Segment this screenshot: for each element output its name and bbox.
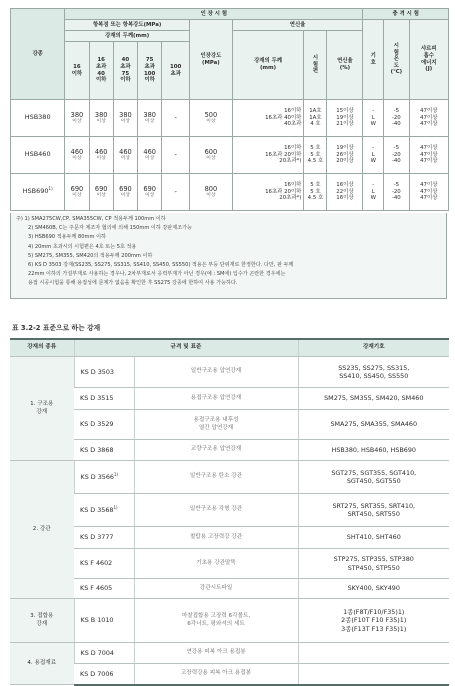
standard-name: 교량구조용 압연강재 bbox=[134, 440, 298, 461]
yield-cell: 380 이상 bbox=[113, 100, 137, 137]
footnote: 5) SM275, SM355, SM420의 적용두께 200mm 이하 bbox=[28, 252, 153, 259]
yield-strength-header: 항복점 또는 항복강도(MPa) bbox=[65, 20, 190, 31]
elong-thickness-cell: 16이하 16초과 20이하 20초과*) bbox=[232, 174, 304, 211]
standard-name: 일반구조용 압연강재 bbox=[134, 357, 298, 388]
steel-symbol: SS235, SS275, SS315, SS410, SS450, SS550 bbox=[298, 357, 449, 388]
yield-cell: - bbox=[162, 100, 190, 137]
thk-col-header: 40 초과 75 이하 bbox=[113, 42, 137, 100]
grade-cell: HSB460 bbox=[11, 137, 65, 174]
impact-test-header: 충 격 시 험 bbox=[363, 9, 449, 20]
category-cell: 2. 강관 bbox=[10, 461, 74, 599]
table-row bbox=[10, 664, 449, 685]
table-row bbox=[10, 410, 449, 440]
elong-pct-cell: 16이상 22이상 16이상 bbox=[327, 174, 363, 211]
elong-pct-cell: 15이상 19이상 21이상 bbox=[327, 100, 363, 137]
yield-cell: 460 이상 bbox=[65, 137, 89, 174]
test-temp-header: 시 험 온 도 (℃) bbox=[384, 20, 409, 100]
steel-symbol: SHT410, SHT460 bbox=[298, 527, 449, 549]
yield-cell: - bbox=[162, 174, 190, 211]
thk-col-header: 16 이하 bbox=[65, 42, 89, 100]
standard-name: 마찰접합용 고장력 6각볼트, 6각너트, 평와셔의 세트 bbox=[134, 599, 298, 643]
table-row bbox=[10, 643, 449, 664]
table-row bbox=[10, 579, 449, 599]
footnote: 주) 1) SMA275CW,CP, SMA355CW, CP 적용두께 100mm 이하 bbox=[16, 216, 166, 222]
category-cell: 4. 용접재료 bbox=[10, 643, 74, 685]
elong-thickness-cell: 16이하 16초과 20이하 20초과*) bbox=[232, 137, 304, 174]
symbol-cell: - L W bbox=[363, 174, 384, 211]
standard-code: KS D 3566$^{1)}$ bbox=[74, 461, 134, 494]
charpy-header: 샤르피 흡수 에너지 (J) bbox=[409, 20, 448, 100]
table-row bbox=[10, 494, 449, 527]
steel-type-header: 강재의 종류 bbox=[10, 339, 74, 357]
steel-symbol: SRT275, SRT355, SRT410, SRT450, SRT550 bbox=[298, 494, 449, 527]
standard-code: KS D 3503 bbox=[74, 357, 134, 388]
table-row bbox=[11, 100, 449, 137]
standard-name: 고장력강용 피복 아크 용접봉 bbox=[134, 664, 298, 685]
standard-code: KS D 7006 bbox=[74, 664, 134, 685]
symbol-cell: - L W bbox=[363, 137, 384, 174]
category-cell: 3. 접합용 강재 bbox=[10, 599, 74, 643]
table-row bbox=[10, 599, 449, 643]
standard-name: 연강용 피복 아크 용접봉 bbox=[134, 643, 298, 664]
energy-cell: 47이상 47이상 47이상 bbox=[409, 137, 448, 174]
specimen-cell: 1A호 1A호 4 호 bbox=[304, 100, 327, 137]
table-row bbox=[11, 174, 449, 211]
elong-pct-cell: 19이상 26이상 20이상 bbox=[327, 137, 363, 174]
steel-symbol bbox=[298, 664, 449, 685]
standard-name: 용접구조용 내후성 열간 압연강재 bbox=[134, 410, 298, 440]
standard-code: KS D 3868 bbox=[74, 440, 134, 461]
standard-name: 용접구조용 압연강재 bbox=[134, 388, 298, 410]
grade-cell: HSB380 bbox=[11, 100, 65, 137]
footnote: 22mm 이하의 가설부재로 사용하는 경우나, 2차부재로서 응력부재가 아닌 경우(예 : SM에) 입수가 곤란한 경우에는 bbox=[28, 271, 286, 278]
steel-symbol: 1종(F8T/F10/F35)1) 2종(F10T F10 F35)1) 3종(F13T F13 F35)1) bbox=[298, 599, 449, 643]
tensile-test-header: 인 장 시 험 bbox=[65, 9, 363, 20]
table-row bbox=[10, 527, 449, 549]
energy-cell: 47이상 47이상 47이상 bbox=[409, 100, 448, 137]
steel-symbol: SKY400, SKY490 bbox=[298, 579, 449, 599]
tensile-cell: 800 이상 bbox=[190, 174, 233, 211]
table-row bbox=[10, 357, 449, 388]
standard-code: KS B 1010 bbox=[74, 599, 134, 643]
yield-cell: 380 이상 bbox=[89, 100, 113, 137]
steel-symbol-header: 강재기호 bbox=[298, 339, 449, 357]
standard-code: KS D 7004 bbox=[74, 643, 134, 664]
thickness-header: 강재의 두께(mm) bbox=[65, 31, 190, 42]
yield-cell: 690 이상 bbox=[89, 174, 113, 211]
yield-cell: 690 이상 bbox=[138, 174, 162, 211]
standard-code: KS F 4602 bbox=[74, 549, 134, 579]
standard-code: KS D 3777 bbox=[74, 527, 134, 549]
symbol-cell: - L W bbox=[363, 100, 384, 137]
table-row bbox=[10, 440, 449, 461]
standard-name: 일반구조용 탄소 강관 bbox=[134, 461, 298, 494]
table-caption: 표 3.2-2 표준으로 하는 강재 bbox=[12, 324, 101, 332]
steel-symbol: SMA275, SMA355, SMA460 bbox=[298, 410, 449, 440]
table-row bbox=[10, 549, 449, 579]
specimen-cell: 5 호 5 호 4.5 호 bbox=[304, 174, 327, 211]
yield-cell: 380 이상 bbox=[138, 100, 162, 137]
energy-cell: 47이상 47이상 47이상 bbox=[409, 174, 448, 211]
grade-header: 강종 bbox=[11, 9, 65, 100]
footnote: 4) 20mm 초과시의 시험편은 4호 또는 5호 적용 bbox=[28, 243, 137, 250]
tensile-cell: 500 이상 bbox=[190, 100, 233, 137]
specimen-header: 시 험 편 bbox=[304, 31, 327, 100]
table-footnotes bbox=[10, 213, 447, 299]
temp-cell: -5 -20 -40 bbox=[384, 137, 409, 174]
standard-name: 일반구조용 각형 강관 bbox=[134, 494, 298, 527]
standard-code: KS D 3529 bbox=[74, 410, 134, 440]
footnote: 6) KS D 3503 강재(SS235, SS275, SS315, SS410, SS450, SS550) 적용은 부등 단위재로 한정한다. 다만, 판 두께 bbox=[28, 262, 294, 269]
elong-thickness-cell: 16이하 16초과 40이하 40초과 bbox=[232, 100, 304, 137]
steel-symbol: STP275, STP355, STP380 STP450, STP550 bbox=[298, 549, 449, 579]
yield-cell: 690 이상 bbox=[113, 174, 137, 211]
temp-cell: -5 -20 -40 bbox=[384, 174, 409, 211]
category-cell: 1. 구조용 강재 bbox=[10, 357, 74, 461]
standard-code: KS D 3568$^{1)}$ bbox=[74, 494, 134, 527]
steel-symbol: HSB380, HSB460, HSB690 bbox=[298, 440, 449, 461]
standard-steel-table bbox=[10, 338, 449, 686]
table-row bbox=[10, 388, 449, 410]
steel-symbol bbox=[298, 643, 449, 664]
symbol-header: 기 호 bbox=[363, 20, 384, 100]
yield-cell: 460 이상 bbox=[113, 137, 137, 174]
yield-cell: 460 이상 bbox=[138, 137, 162, 174]
steel-symbol: SM275, SM355, SM420, SM460 bbox=[298, 388, 449, 410]
steel-properties-table bbox=[10, 8, 449, 211]
table-row bbox=[10, 461, 449, 494]
standard-name: 강관시트파일 bbox=[134, 579, 298, 599]
yield-cell: 380 이상 bbox=[65, 100, 89, 137]
table-row bbox=[11, 137, 449, 174]
elong-thickness-header: 강재의 두께 (mm) bbox=[232, 31, 304, 100]
steel-symbol: SGT275, SGT355, SGT410, SGT450, SGT550 bbox=[298, 461, 449, 494]
specimen-cell: 5 호 5 호 4.5 호 bbox=[304, 137, 327, 174]
standard-name: 철탑용 고장력강 강관 bbox=[134, 527, 298, 549]
footnote: 3) HSB690 적용두께 80mm 이하 bbox=[28, 234, 106, 241]
yield-cell: 460 이상 bbox=[89, 137, 113, 174]
tensile-cell: 600 이상 bbox=[190, 137, 233, 174]
yield-cell: - bbox=[162, 137, 190, 174]
standard-header: 규격 및 표준 bbox=[74, 339, 298, 357]
elong-pct-header: 연신율 (%) bbox=[327, 31, 363, 100]
footnote: 2) SM460B, C는 주문자 제조자 협의에 의해 150mm 이하 강판제조가능 bbox=[28, 225, 192, 232]
thk-col-header: 75 초과 100 이하 bbox=[138, 42, 162, 100]
standard-name: 기초용 강관말뚝 bbox=[134, 549, 298, 579]
elongation-header: 연신율 bbox=[232, 20, 363, 31]
thk-col-header: 16 초과 40 이하 bbox=[89, 42, 113, 100]
yield-cell: 690 이상 bbox=[65, 174, 89, 211]
footnote: 용접 시공시험을 통해 용접성에 문제가 없음을 확인한 후 SS275 강종에 한하여 사용 가능하다. bbox=[28, 280, 238, 287]
standard-code: KS D 3515 bbox=[74, 388, 134, 410]
tensile-strength-header: 인장강도 (MPa) bbox=[190, 20, 233, 100]
thk-col-header: 100 초과 bbox=[162, 42, 190, 100]
temp-cell: -5 -20 -40 bbox=[384, 100, 409, 137]
standard-code: KS F 4605 bbox=[74, 579, 134, 599]
grade-cell: HSB690$^{1)}$ bbox=[11, 174, 65, 211]
